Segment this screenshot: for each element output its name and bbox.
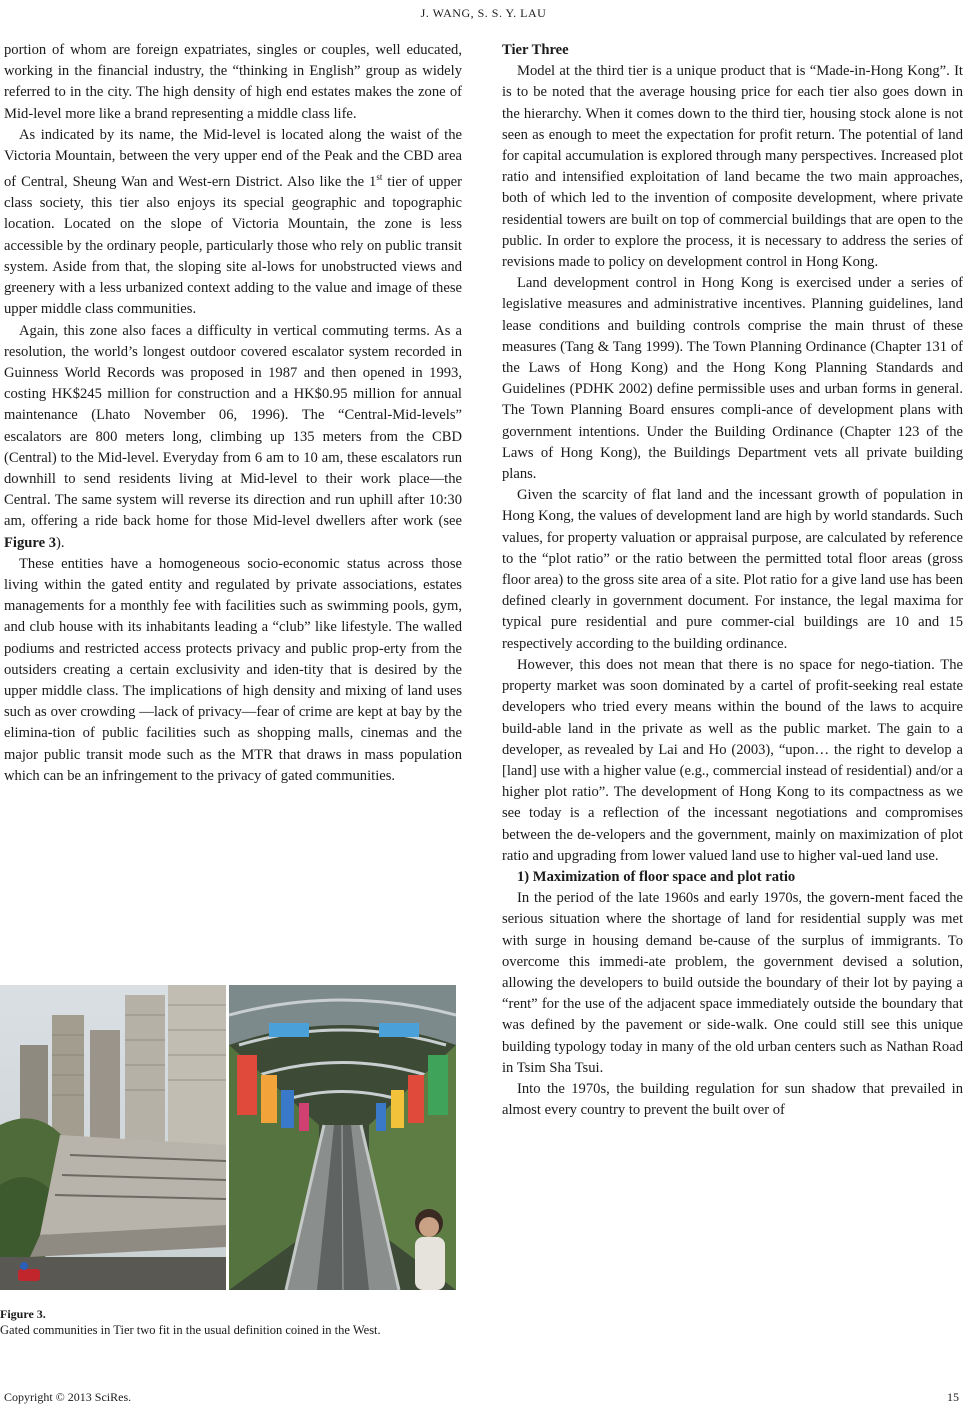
paragraph: Given the scarcity of flat land and the incessant growth of population in Hong Kong, the values of development land are high by world standards. Such values, for property valuation or appraisal purpose, are calculated by reference to the “plot ratio” or the ratio between the permitted total floor areas (gross floor area) to the gross site area of a site. Plot ratio for a give land use has been defined clearly in government document. For instance, the legal maxima for typical pure residential and pure commer-cial buildings are 10 and 15 respectively according to the building ordinance. (502, 487, 963, 652)
figure-photos (0, 985, 462, 1290)
right-column (502, 40, 963, 1121)
page-number: 15 (947, 1390, 959, 1404)
paragraph: Model at the third tier is a unique product that is “Made-in-Hong Kong”. It is to be noted that the average housing price for each tier also goes down in the hierarchy. When it comes down to the third tier, housing stock alone is not seen as enough to meet the expectation for profit return. The potential of land for capital accumulation is explored through many perspectives. Increased plot ratio and intensified exploitation of land became the two main approaches, both of which led to the invention of composite development, where private residential towers are built on top of commercial buildings that are open to the public. In order to explore the process, it is necessary to address the series of revisions made to policy on development control in Hong Kong. (502, 63, 963, 271)
photo-mid-level-towers (0, 985, 226, 1290)
paragraph: Again, this zone also faces a difficulty in vertical commuting terms. As a resolution, the world’s longest outdoor covered escalator system recorded in Guinness World Records was proposed in 1987 and then opened in 1993, costing HK$245 million for construction and a HK$0.95 million for annual maintenance (Lhato November 06, 1996). The “Central-Mid-levels” escalators are 800 meters long, climbing up 135 meters from the CBD (Central) to the Mid-level. Everyday from 6 am to 10 am, these escalators run downhill to send residents living at Mid-level to their work place—the Central. The same system will reverse its direction and run uphill after 10:30 am, offering a ride back home for those Mid-level dwellers after work (see Figure 3). (4, 322, 462, 551)
paragraph: Into the 1970s, the building regulation for sun shadow that prevailed in almost every country to prevent the built over of (502, 1080, 963, 1119)
photo-covered-escalator (229, 985, 456, 1290)
running-head: J. WANG, S. S. Y. LAU (420, 6, 547, 20)
paragraph: These entities have a homogeneous socio-economic status across those living within the gated entity and regulated by private associations, estates managements for a monthly fee with facilities such as swimming pools, gym, and club house with its inhabitants leading a “club” like lifestyle. The walled podiums and restricted access protects privacy and public prop-erty from the outsiders creating a certain exclusivity and iden-tity that is desired by the upper middle class. The implications of high density and mixing of land uses such as over crowding —lack of privacy—fear of crime are kept at bay by the elimina-tion of public facilities such as shopping malls, cinemas and the major public transit mode such as the MTR that draws in mass population which can be an infringement to the privacy of gated communities. (4, 555, 462, 784)
paragraph: Land development control in Hong Kong is exercised under a series of legislative measures and administrative incentives. Planning guidelines, land lease conditions and building controls comprise the main thrust of these measures (Tang & Tang 1999). The Town Planning Ordinance (Chapter 131 of the Laws of Hong Kong) and the Hong Kong Planning Standards and Guidelines (PDHK 2002) define permissible uses and urban forms in general. The Town Planning Board ensures compli-ance of development plans with government intentions. Under the Building Ordinance (Chapter 123 of the Laws of Hong Kong), the Buildings Department vets all private building plans. (502, 275, 963, 483)
paragraph: In the period of the late 1960s and early 1970s, the govern-ment faced the serious situation where the shortage of land for residential supply was met with surge in housing demand be-cause of the surplus of immigrants. To overcome this immedi-ate problem, the government devised a solution, allowing the developers to build outside the boundary of their lot by paying a “rent” for the use of the adjacent space immediately outside the boundary that was defined by the pavement or side-walk. One could still see this unique building typology today in many of the old urban centers such as Nathan Road in Tsim Sha Tsui. (502, 890, 963, 1076)
paragraph: However, this does not mean that there is no space for nego-tiation. The property market was soon dominated by a cartel of profit-seeking real estate developers who tried every means within the bound of the laws to acquire build-able land in the private as well as the public market. The gain to a developer, as revealed by Lai and Ho (2003), “upon… the right to develop a [land] use with a higher value (e.g., commercial instead of residential) and/or a higher plot ratio”. The development of Hong Kong to its compactness as we see today is a reflection of the incessant negotiations and compromises between the de-velopers and the government, mainly on maximization of plot ratio and upgrading from lower valued land use to higher val-ued land use. (502, 656, 963, 864)
copyright: Copyright © 2013 SciRes. (4, 1390, 132, 1404)
figure-reference[interactable]: Figure 3 (4, 534, 57, 551)
paragraph: As indicated by its name, the Mid-level is located along the waist of the Victoria Mountain, between the very upper end of the Peak and the CBD area of Central, Sheung Wan and West-ern District. Also like the 1st tier of upper class society, this tier also enjoys its special geographic and topographic location. Located on the slope of Victoria Mountain, the zone is less accessible by the ordinary people, particularly those who rely on public transit system. Aside from that, the sloping site al-lows for unobstructed views and greenery with a less urbanized context adding to the value and image of these upper middle class communities. (4, 126, 462, 318)
left-column (4, 40, 462, 787)
figure-caption: Gated communities in Tier two fit in the usual definition coined in the West. (0, 1323, 381, 1337)
section-heading: Tier Three (502, 42, 569, 58)
figure-3 (0, 985, 462, 1338)
paragraph: portion of whom are foreign expatriates, singles or couples, well educated, working in the financial industry, the “thinking in English” group as widely referred to in the city. The high density of high end estates makes the zone of Mid-level more like a brand representing a middle class life. (4, 42, 462, 122)
subsection-heading: 1) Maximization of floor space and plot ratio (517, 868, 796, 885)
figure-label: Figure 3. (0, 1307, 46, 1321)
